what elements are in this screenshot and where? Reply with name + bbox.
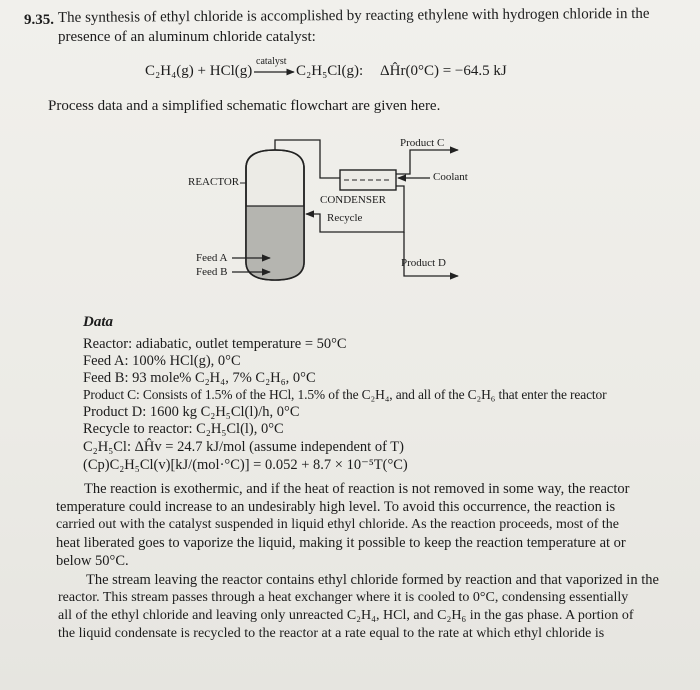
paragraph-2-line-2: reactor. This stream passes through a heat exchanger where it is cooled to 0°C, condensing essentially xyxy=(58,590,629,605)
reactor-label: REACTOR xyxy=(188,176,240,188)
paragraph-2-line-4: the liquid condensate is recycled to the reactor at a rate equal to the rate at which ethyl chloride is xyxy=(58,626,605,641)
reactor-vessel xyxy=(246,150,304,280)
paragraph-1-line-1: The reaction is exothermic, and if the heat of reaction is not removed in some way, the reactor xyxy=(84,481,630,497)
feed-b-label: Feed B xyxy=(196,266,228,278)
product-d-label: Product D xyxy=(401,257,446,269)
recycle-line xyxy=(306,186,404,232)
condenser-label: CONDENSER xyxy=(320,194,387,206)
intro-line-2: presence of an aluminum chloride catalyst: xyxy=(58,29,316,45)
product-c-label: Product C xyxy=(400,137,445,149)
reaction-right: C₂H₅Cl(g): xyxy=(296,63,364,79)
data-line-product-d: Product D: 1600 kg C₂H₅Cl(l)/h, 0°C xyxy=(83,404,300,420)
coolant-label: Coolant xyxy=(433,171,468,183)
process-text: Process data and a simplified schematic flowchart are given here. xyxy=(48,98,441,114)
intro-line-1: The synthesis of ethyl chloride is accomplished by reacting ethylene with hydrogen chloride in the xyxy=(57,5,650,26)
data-line-heat-capacity: (Cp)C₂H₅Cl(v)[kJ/(mol·°C)] = 0.052 + 8.7 × 10⁻⁵T(°C) xyxy=(83,457,408,473)
paragraph-1-line-5: below 50°C. xyxy=(56,553,129,569)
data-heading: Data xyxy=(83,314,113,330)
condenser-unit xyxy=(340,170,396,190)
paragraph-1-line-4: heat liberated goes to vaporize the liquid, making it possible to keep the reaction temperature at or xyxy=(56,535,626,551)
data-line-reactor: Reactor: adiabatic, outlet temperature = 50°C xyxy=(83,336,347,352)
feed-a-label: Feed A xyxy=(196,252,228,264)
reaction-left: C₂H₄(g) + HCl(g) xyxy=(145,63,253,79)
data-line-feed-b: Feed B: 93 mole% C₂H₄, 7% C₂H₆, 0°C xyxy=(83,370,316,386)
catalyst-label: catalyst xyxy=(256,56,287,67)
data-line-recycle: Recycle to reactor: C₂H₅Cl(l), 0°C xyxy=(83,421,284,437)
paragraph-1-line-3: carried out with the catalyst suspended in liquid ethyl chloride. As the reaction proceeds, most of the xyxy=(56,517,619,532)
paragraph-2-line-1: The stream leaving the reactor contains ethyl chloride formed by reaction and that vaporized in the xyxy=(86,572,659,588)
paragraph-2-line-3: all of the ethyl chloride and leaving only unreacted C₂H₄, HCl, and C₂H₆ in the gas phase. A portion of xyxy=(58,608,634,623)
data-line-heat-of-vaporization: C₂H₅Cl: ΔĤv = 24.7 kJ/mol (assume independent of T) xyxy=(83,439,404,455)
recycle-label: Recycle xyxy=(327,212,363,224)
data-line-product-c: Product C: Consists of 1.5% of the HCl, 1.5% of the C₂H₄, and all of the C₂H₆ that enter the reactor xyxy=(83,387,607,402)
data-line-feed-a: Feed A: 100% HCl(g), 0°C xyxy=(83,353,241,369)
problem-number: 9.35. xyxy=(24,12,54,28)
paragraph-1-line-2: temperature could increase to an undesirably high level. To avoid this occurrence, the reaction is xyxy=(56,499,616,515)
product-d-line xyxy=(404,232,458,276)
reaction-enthalpy: ΔĤr(0°C) = −64.5 kJ xyxy=(380,63,507,79)
